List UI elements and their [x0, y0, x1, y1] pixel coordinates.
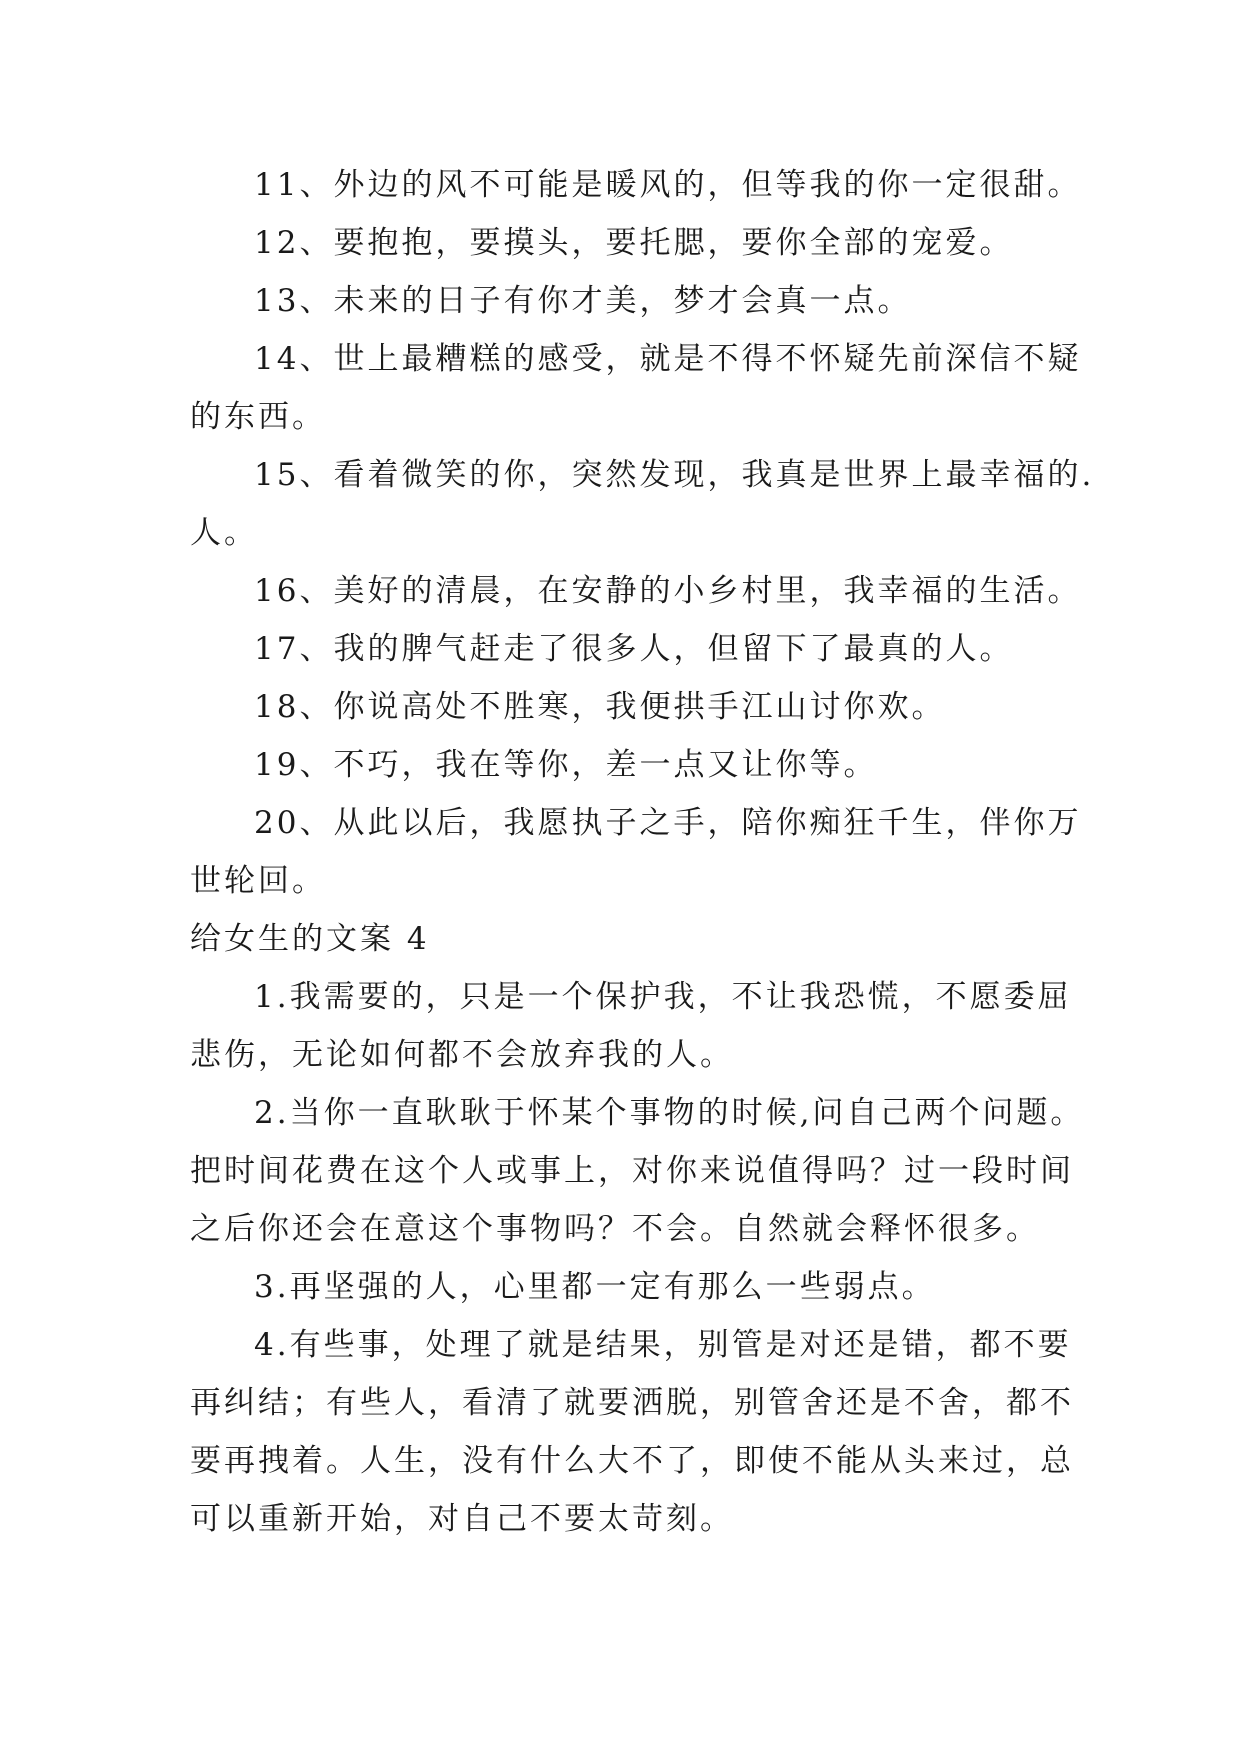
- text-line: 再纠结；有些人，看清了就要洒脱，别管舍还是不舍，都不: [190, 1385, 1074, 1421]
- text-line: 19、不巧，我在等你，差一点又让你等。: [254, 747, 878, 783]
- text-line: 把时间花费在这个人或事上，对你来说值得吗？过一段时间: [190, 1153, 1074, 1189]
- text-line: 1.我需要的，只是一个保护我，不让我恐慌，不愿委屈: [254, 979, 1072, 1015]
- text-line: 的东西。: [190, 399, 326, 435]
- text-line: 13、未来的日子有你才美，梦才会真一点。: [254, 283, 912, 319]
- text-line: 18、你说高处不胜寒，我便拱手江山讨你欢。: [254, 689, 946, 725]
- text-line: 可以重新开始，对自己不要太苛刻。: [190, 1501, 734, 1537]
- text-line: 11、外边的风不可能是暖风的，但等我的你一定很甜。: [254, 167, 1082, 203]
- text-line: 之后你还会在意这个事物吗？不会。自然就会释怀很多。: [190, 1211, 1040, 1247]
- text-line: 人。: [190, 515, 258, 551]
- text-line: 20、从此以后，我愿执子之手，陪你痴狂千生，伴你万: [254, 805, 1082, 841]
- section-heading: 给女生的文案 4: [190, 921, 430, 957]
- text-line: 世轮回。: [190, 863, 326, 899]
- text-line: 16、美好的清晨，在安静的小乡村里，我幸福的生活。: [254, 573, 1082, 609]
- text-line: 要再拽着。人生，没有什么大不了，即使不能从头来过，总: [190, 1443, 1074, 1479]
- text-line: 3.再坚强的人，心里都一定有那么一些弱点。: [254, 1269, 936, 1305]
- text-line: 悲伤，无论如何都不会放弃我的人。: [190, 1037, 734, 1073]
- text-line: 2.当你一直耿耿于怀某个事物的时候,问自己两个问题。: [254, 1095, 1085, 1131]
- text-line: 4.有些事，处理了就是结果，别管是对还是错，都不要: [254, 1327, 1072, 1363]
- text-line: 14、世上最糟糕的感受，就是不得不怀疑先前深信不疑: [254, 341, 1082, 377]
- text-line: 15、看着微笑的你，突然发现，我真是世界上最幸福的.: [254, 457, 1095, 493]
- text-line: 17、我的脾气赶走了很多人，但留下了最真的人。: [254, 631, 1014, 667]
- text-line: 12、要抱抱，要摸头，要托腮，要你全部的宠爱。: [254, 225, 1014, 261]
